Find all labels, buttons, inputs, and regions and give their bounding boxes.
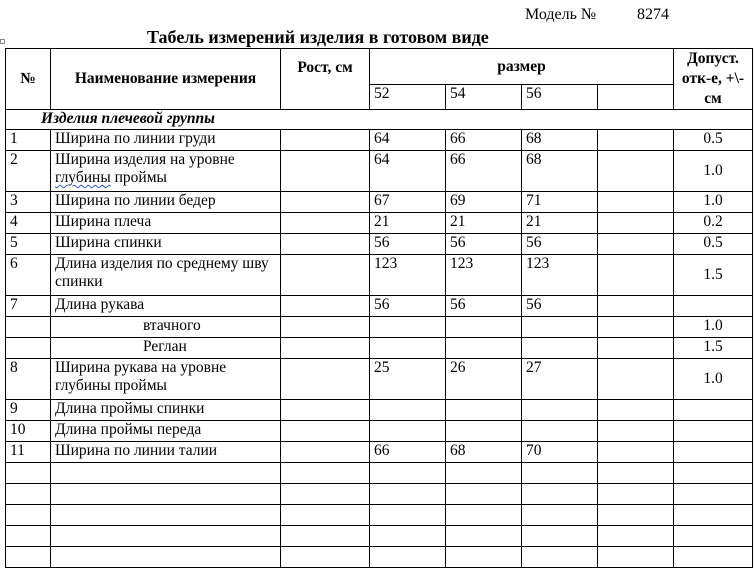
measurement-name: Длина изделия по среднему шву спинки [51,255,281,296]
size-value: 27 [522,359,598,400]
tolerance-value: 1.0 [674,151,753,192]
height-value [281,255,370,296]
table-row [6,296,753,317]
empty-row [6,526,753,547]
empty-cell[interactable] [598,505,674,526]
tolerance-value: 0.5 [674,130,753,151]
size-value [446,317,522,338]
size-value: 56 [370,296,446,317]
empty-cell[interactable] [370,547,446,568]
empty-cell[interactable] [598,463,674,484]
size-value [522,421,598,442]
tolerance-value: 1.0 [674,192,753,213]
measurement-name-part: глубины [55,169,111,186]
empty-cell[interactable] [370,463,446,484]
anchor-marker-icon[interactable] [0,39,5,44]
table-row [6,255,753,296]
size-value [598,151,674,192]
tolerance-value: 0.2 [674,213,753,234]
empty-cell[interactable] [522,463,598,484]
size-value: 25 [370,359,446,400]
measurement-name [51,151,281,192]
row-number: 11 [6,442,51,463]
size-value [598,213,674,234]
measurement-name: Ширина по линии груди [51,130,281,151]
empty-row [6,463,753,484]
size-value: 21 [446,213,522,234]
table-row [6,192,753,213]
size-value [522,338,598,359]
section-label: Изделия плечевой группы [6,110,753,130]
empty-cell[interactable] [51,463,281,484]
empty-cell[interactable] [598,484,674,505]
col-header-tolerance: Допуст. отк-е, +\-см [674,49,753,110]
empty-cell[interactable] [674,484,753,505]
size-value: 71 [522,192,598,213]
measurement-name: Ширина рукава на уровне глубины проймы [51,359,281,400]
empty-cell[interactable] [6,505,51,526]
row-number: 9 [6,400,51,421]
size-value [370,400,446,421]
size-value: 56 [446,234,522,255]
height-value [281,442,370,463]
empty-cell[interactable] [51,505,281,526]
row-number: 2 [6,151,51,192]
document-title: Табель измерений изделия в готовом виде [147,27,489,47]
size-value [522,317,598,338]
table-row [6,234,753,255]
col-header-size: размер [370,49,674,85]
empty-cell[interactable] [674,526,753,547]
size-value: 66 [446,130,522,151]
size-value [446,338,522,359]
size-value [598,255,674,296]
size-header: 56 [522,85,598,110]
size-value: 68 [446,442,522,463]
size-value [370,317,446,338]
empty-cell[interactable] [446,505,522,526]
empty-cell[interactable] [446,463,522,484]
tolerance-value: 0.5 [674,234,753,255]
measurement-name: Ширина по линии талии [51,442,281,463]
table-row [6,400,753,421]
size-value: 69 [446,192,522,213]
size-value: 66 [446,151,522,192]
size-value: 68 [522,151,598,192]
empty-cell[interactable] [281,547,370,568]
table-row [6,151,753,192]
empty-cell[interactable] [51,484,281,505]
header-row [6,49,753,85]
empty-cell[interactable] [51,547,281,568]
size-header [598,85,674,110]
size-value: 67 [370,192,446,213]
empty-cell[interactable] [674,463,753,484]
height-value [281,359,370,400]
size-value: 68 [522,130,598,151]
tolerance-value [674,421,753,442]
measurement-name: Ширина плеча [51,213,281,234]
model-number: 8274 [637,6,669,23]
height-value [281,338,370,359]
size-value [522,400,598,421]
size-value [598,130,674,151]
height-value [281,213,370,234]
tolerance-value: 1.0 [674,359,753,400]
size-value [598,317,674,338]
empty-cell[interactable] [281,463,370,484]
size-value: 26 [446,359,522,400]
measurement-name: Ширина спинки [51,234,281,255]
size-value: 56 [522,234,598,255]
empty-cell[interactable] [598,547,674,568]
measurement-name: втачного [51,317,281,338]
empty-cell[interactable] [522,547,598,568]
tolerance-value: 1.0 [674,317,753,338]
height-value [281,317,370,338]
empty-cell[interactable] [281,484,370,505]
empty-cell[interactable] [370,505,446,526]
height-value [281,421,370,442]
table-row [6,421,753,442]
table-row [6,442,753,463]
empty-cell[interactable] [598,526,674,547]
measurements-table [5,48,753,568]
size-value: 56 [446,296,522,317]
table-row [6,130,753,151]
row-number: 10 [6,421,51,442]
row-number: 1 [6,130,51,151]
col-header-num: № [6,49,51,110]
size-value: 64 [370,151,446,192]
model-line [525,6,669,24]
size-value [598,359,674,400]
tolerance-value: 1.5 [674,338,753,359]
measurement-name: Длина проймы спинки [51,400,281,421]
measurement-name: Длина рукава [51,296,281,317]
empty-cell[interactable] [370,484,446,505]
empty-row [6,505,753,526]
row-number [6,317,51,338]
empty-cell[interactable] [281,526,370,547]
empty-cell[interactable] [522,505,598,526]
size-value: 56 [522,296,598,317]
row-number [6,338,51,359]
height-value [281,234,370,255]
size-value [598,338,674,359]
size-value: 21 [522,213,598,234]
col-header-name: Наименование измерения [51,49,281,110]
empty-cell[interactable] [446,526,522,547]
empty-cell[interactable] [446,484,522,505]
height-value [281,296,370,317]
empty-cell[interactable] [370,526,446,547]
empty-cell[interactable] [6,526,51,547]
empty-row [6,547,753,568]
model-label: Модель № [525,6,597,23]
size-value [598,192,674,213]
col-header-height: Рост, см [281,49,370,110]
height-value [281,400,370,421]
size-value [598,442,674,463]
table-row [6,213,753,234]
measurement-name: Реглан [51,338,281,359]
empty-cell[interactable] [51,526,281,547]
size-value [370,338,446,359]
measurement-name: Ширина по линии бедер [51,192,281,213]
size-value [598,296,674,317]
tolerance-value [674,296,753,317]
size-header: 52 [370,85,446,110]
size-value: 21 [370,213,446,234]
row-number: 6 [6,255,51,296]
empty-cell[interactable] [674,505,753,526]
measurement-name-part: Ширина изделия на уровне [55,151,235,168]
size-value [370,421,446,442]
size-value: 123 [522,255,598,296]
height-value [281,151,370,192]
size-value: 64 [370,130,446,151]
tolerance-value [674,442,753,463]
size-value [598,234,674,255]
row-number: 5 [6,234,51,255]
size-value [446,421,522,442]
row-number: 3 [6,192,51,213]
size-value [446,400,522,421]
size-value [598,421,674,442]
size-value: 56 [370,234,446,255]
height-value [281,192,370,213]
row-number: 8 [6,359,51,400]
height-value [281,130,370,151]
tolerance-value [674,400,753,421]
empty-cell[interactable] [281,505,370,526]
table-row [6,338,753,359]
tolerance-value: 1.5 [674,255,753,296]
empty-cell[interactable] [446,547,522,568]
size-header: 54 [446,85,522,110]
size-value: 70 [522,442,598,463]
empty-cell[interactable] [674,547,753,568]
row-number: 4 [6,213,51,234]
empty-cell[interactable] [6,484,51,505]
table-row [6,317,753,338]
empty-cell[interactable] [6,463,51,484]
empty-cell[interactable] [522,526,598,547]
empty-row [6,484,753,505]
empty-cell[interactable] [6,547,51,568]
row-number: 7 [6,296,51,317]
size-value: 123 [370,255,446,296]
size-value: 66 [370,442,446,463]
size-value: 123 [446,255,522,296]
empty-cell[interactable] [522,484,598,505]
section-row [6,110,753,130]
size-value [598,400,674,421]
measurement-name: Длина проймы переда [51,421,281,442]
measurement-name-part: проймы [110,169,167,186]
table-row [6,359,753,400]
